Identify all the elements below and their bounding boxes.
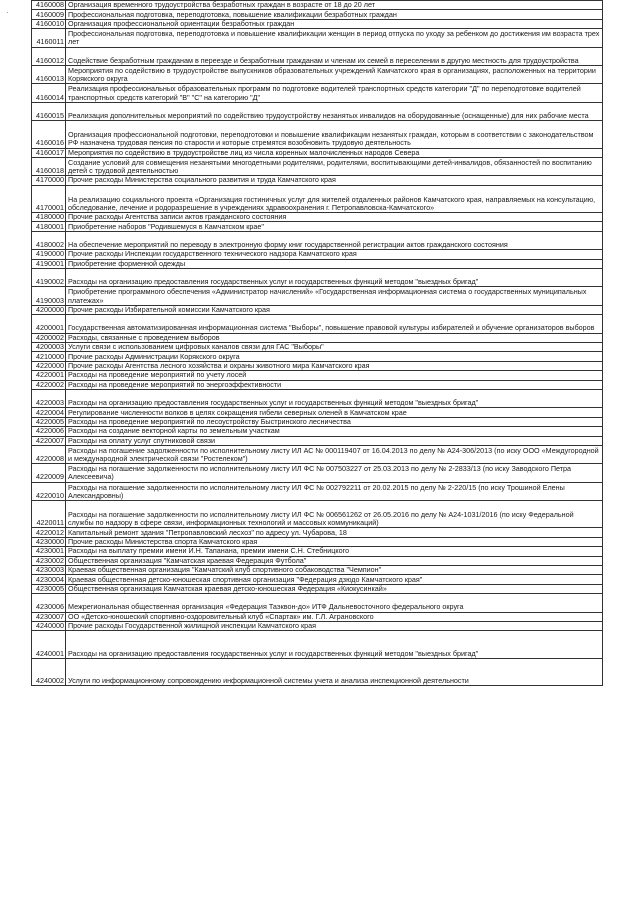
table-row bbox=[32, 121, 603, 148]
budget-classification-table bbox=[31, 0, 603, 686]
row-code: 4160011 bbox=[32, 29, 66, 47]
row-code: 4240002 bbox=[32, 658, 66, 685]
row-code: 4230004 bbox=[32, 575, 66, 584]
row-description: Прочие расходы Администрации Корякского округа bbox=[66, 352, 603, 361]
table-row bbox=[32, 566, 603, 575]
row-code: 4220011 bbox=[32, 501, 66, 528]
row-description: Расходы на погашение задолженности по исполнительному листу ИЛ ФС № 002792211 от 20.02.2015 по делу № 2-220/15 (по иску Трошиной Елены Александровны) bbox=[66, 482, 603, 500]
row-code: 4230003 bbox=[32, 566, 66, 575]
row-description: Прочие расходы Инспекции государственного технического надзора Камчатского края bbox=[66, 250, 603, 259]
row-description: Организация профессиональной ориентации безработных граждан bbox=[66, 19, 603, 28]
row-code: 4180001 bbox=[32, 222, 66, 231]
row-description: Межрегиональная общественная организация «Федерация Таэквон-до» ИТФ Дальневосточного федерального округа bbox=[66, 594, 603, 612]
row-description: Создание условий для совмещения незанятыми многодетными родителями, родителями, воспитывающими детей-инвалидов, обязанностей по воспитанию детей с трудовой деятельностью bbox=[66, 157, 603, 175]
table-row bbox=[32, 259, 603, 268]
row-code: 4230000 bbox=[32, 537, 66, 546]
row-code: 4220000 bbox=[32, 361, 66, 370]
row-code: 4220005 bbox=[32, 417, 66, 426]
table-row bbox=[32, 445, 603, 463]
table-row bbox=[32, 537, 603, 546]
table-row bbox=[32, 501, 603, 528]
table-row bbox=[32, 464, 603, 482]
table-row bbox=[32, 436, 603, 445]
table-row bbox=[32, 231, 603, 249]
row-code: 4240001 bbox=[32, 631, 66, 658]
table-body bbox=[32, 1, 603, 686]
table-row bbox=[32, 65, 603, 83]
table-row bbox=[32, 84, 603, 102]
row-code: 4200000 bbox=[32, 305, 66, 314]
table-row bbox=[32, 371, 603, 380]
row-code: 4240000 bbox=[32, 621, 66, 630]
row-description: Приобретение программного обеспечения «Администратор начислений» «Государственная информационная система о государственных муниципальных платежах» bbox=[66, 287, 603, 305]
row-code: 4220003 bbox=[32, 389, 66, 407]
table-row bbox=[32, 157, 603, 175]
row-code: 4220006 bbox=[32, 427, 66, 436]
table-row bbox=[32, 29, 603, 47]
row-description: Расходы на оплату услуг спутниковой связи bbox=[66, 436, 603, 445]
row-code: 4230001 bbox=[32, 547, 66, 556]
row-description: Расходы на организацию предоставления государственных услуг и государственных функций методом "выездных бригад" bbox=[66, 269, 603, 287]
row-description: Расходы на проведение мероприятий по энергоэффективности bbox=[66, 380, 603, 389]
row-code: 4160017 bbox=[32, 148, 66, 157]
table-row bbox=[32, 584, 603, 593]
table-row bbox=[32, 658, 603, 685]
row-description: Расходы на погашение задолженности по исполнительному листу ИЛ ФС № 006561262 от 26.05.2016 по делу № А24-1031/2016 (по иску Федеральной службы по надзору в сфере связи, информационных технологий и массовых коммуникаций) bbox=[66, 501, 603, 528]
row-description: Расходы на выплату премии имени И.Н. Тапанана, премии имени С.Н. Стебницкого bbox=[66, 547, 603, 556]
row-description: Капитальный ремонт здания "Петропавловский лесхоз" по адресу ул. Чубарова, 18 bbox=[66, 528, 603, 537]
row-description: Мероприятия по содействию в трудоустройстве выпускников образовательных учреждений Камчатского края в организациях, расположенных на территории Корякского округа bbox=[66, 65, 603, 83]
row-code: 4180000 bbox=[32, 213, 66, 222]
row-description: Расходы на организацию предоставления государственных услуг и государственных функций методом "выездных бригад" bbox=[66, 389, 603, 407]
row-description: Прочие расходы Государственной жилищной инспекции Камчатского края bbox=[66, 621, 603, 630]
table-row bbox=[32, 631, 603, 658]
row-code: 4220002 bbox=[32, 380, 66, 389]
row-description: Регулирование численности волков в целях сокращения гибели северных оленей в Камчатском крае bbox=[66, 408, 603, 417]
scan-mark: · bbox=[6, 8, 9, 17]
row-description: Расходы на погашение задолженности по исполнительному листу ИЛ ФС № 007503227 от 25.03.2013 по делу № 2-2833/13 (по иску Заводского Петра Алексеевича) bbox=[66, 464, 603, 482]
row-description: Услуги связи с использованием цифровых каналов связи для ГАС "Выборы" bbox=[66, 342, 603, 351]
table-row bbox=[32, 176, 603, 185]
row-code: 4200001 bbox=[32, 315, 66, 333]
row-code: 4190002 bbox=[32, 269, 66, 287]
table-row bbox=[32, 528, 603, 537]
row-code: 4220004 bbox=[32, 408, 66, 417]
row-description: Реализация дополнительных мероприятий по содействию трудоустройству незанятых инвалидов на оборудованные (оснащенные) для них рабочие места bbox=[66, 102, 603, 120]
table-row bbox=[32, 19, 603, 28]
row-description: На реализацию социального проекта «Организация гостиничных услуг для жителей отдаленных районов Камчатского края, направляемых на консультацию, обследование, лечение и родоразрешение в учреждениях здравоохранения г. Петропавловска-Камчатского» bbox=[66, 185, 603, 212]
table-row bbox=[32, 222, 603, 231]
table-row bbox=[32, 213, 603, 222]
table-row bbox=[32, 380, 603, 389]
row-code: 4220012 bbox=[32, 528, 66, 537]
row-code: 4200003 bbox=[32, 342, 66, 351]
table-row bbox=[32, 547, 603, 556]
table-row bbox=[32, 102, 603, 120]
row-description: Расходы на проведение мероприятий по учету лосей bbox=[66, 371, 603, 380]
row-code: 4190000 bbox=[32, 250, 66, 259]
table-row bbox=[32, 352, 603, 361]
table-row bbox=[32, 47, 603, 65]
row-code: 4160013 bbox=[32, 65, 66, 83]
row-description: Приобретение форменной одежды bbox=[66, 259, 603, 268]
row-description: На обеспечение мероприятий по переводу в электронную форму книг государственной регистрации актов гражданского состояния bbox=[66, 231, 603, 249]
row-code: 4220008 bbox=[32, 445, 66, 463]
row-description: Краевая общественная детско-юношеская спортивная организация "Федерация дзюдо Камчатского края" bbox=[66, 575, 603, 584]
table-row bbox=[32, 250, 603, 259]
table-row bbox=[32, 148, 603, 157]
row-code: 4230002 bbox=[32, 556, 66, 565]
row-description: Расходы на организацию предоставления государственных услуг и государственных функций методом "выездных бригад" bbox=[66, 631, 603, 658]
row-description: ОО «Детско-юношеский спортивно-оздоровительный клуб «Спартак» им. Г.Л. Аграновского bbox=[66, 612, 603, 621]
row-description: Мероприятия по содействию в трудоустройстве лиц из числа коренных малочисленных народов Севера bbox=[66, 148, 603, 157]
row-description: Расходы на погашение задолженности по исполнительному листу ИЛ АС № 000119407 от 16.04.2013 по делу № А24-306/2013 (по иску ООО «Междугородной и международной электрической связи "Ростелеком") bbox=[66, 445, 603, 463]
row-code: 4190003 bbox=[32, 287, 66, 305]
row-code: 4230005 bbox=[32, 584, 66, 593]
row-code: 4230007 bbox=[32, 612, 66, 621]
row-description: Государственная автоматизированная информационная система "Выборы", повышение правовой культуры избирателей и обучение организаторов выборов bbox=[66, 315, 603, 333]
row-code: 4160015 bbox=[32, 102, 66, 120]
row-description: Расходы на проведение мероприятий по лесоустройству Быстринского лесничества bbox=[66, 417, 603, 426]
row-description: Расходы на создание векторной карты по земельным участкам bbox=[66, 427, 603, 436]
table-row bbox=[32, 408, 603, 417]
table-row bbox=[32, 427, 603, 436]
table-row bbox=[32, 575, 603, 584]
table-row bbox=[32, 315, 603, 333]
row-description: Общественная организация "Камчатская краевая Федерация Футбола" bbox=[66, 556, 603, 565]
row-code: 4170000 bbox=[32, 176, 66, 185]
row-description: Услуги по информационному сопровождению информационной системы учета и анализа инспекционной деятельности bbox=[66, 658, 603, 685]
row-code: 4180002 bbox=[32, 231, 66, 249]
table-row bbox=[32, 287, 603, 305]
row-description: Прочие расходы Агентства записи актов гражданского состояния bbox=[66, 213, 603, 222]
row-description: Профессиональная подготовка, переподготовка, повышение квалификации безработных граждан bbox=[66, 10, 603, 19]
table-row bbox=[32, 594, 603, 612]
row-code: 4220009 bbox=[32, 464, 66, 482]
row-code: 4160014 bbox=[32, 84, 66, 102]
row-code: 4160010 bbox=[32, 19, 66, 28]
row-code: 4220007 bbox=[32, 436, 66, 445]
table-row bbox=[32, 269, 603, 287]
row-code: 4220001 bbox=[32, 371, 66, 380]
table-row bbox=[32, 10, 603, 19]
row-description: Содействие безработным гражданам в переезде и безработным гражданам и членам их семей в переселении в другую местность для трудоустройства bbox=[66, 47, 603, 65]
row-code: 4160018 bbox=[32, 157, 66, 175]
row-code: 4160009 bbox=[32, 10, 66, 19]
row-description: Общественная организация Камчатская краевая детско-юношеская Федерация «Киокусинкай» bbox=[66, 584, 603, 593]
table-row bbox=[32, 361, 603, 370]
row-description: Прочие расходы Агентства лесного хозяйства и охраны животного мира Камчатского края bbox=[66, 361, 603, 370]
row-description: Приобретение наборов "Родившемуся в Камчатском крае" bbox=[66, 222, 603, 231]
table-row bbox=[32, 1, 603, 10]
row-code: 4160008 bbox=[32, 1, 66, 10]
table-row bbox=[32, 482, 603, 500]
table-row bbox=[32, 556, 603, 565]
row-description: Реализация профессиональных образовательных программ по подготовке водителей транспортных средств категории "Д" по переподготовке водителей транспортных средств категорий "В" "С" на категорию "Д" bbox=[66, 84, 603, 102]
row-code: 4200002 bbox=[32, 333, 66, 342]
table-row bbox=[32, 305, 603, 314]
table-row bbox=[32, 389, 603, 407]
row-description: Профессиональная подготовка, переподготовка и повышение квалификации женщин в период отпуска по уходу за ребенком до достижения им возраста трех лет bbox=[66, 29, 603, 47]
table-row bbox=[32, 342, 603, 351]
row-description: Прочие расходы Министерства социального развития и труда Камчатского края bbox=[66, 176, 603, 185]
row-code: 4190001 bbox=[32, 259, 66, 268]
table-row bbox=[32, 185, 603, 212]
table-row bbox=[32, 417, 603, 426]
row-description: Организация временного трудоустройства безработных граждан в возрасте от 18 до 20 лет bbox=[66, 1, 603, 10]
row-code: 4160016 bbox=[32, 121, 66, 148]
row-code: 4220010 bbox=[32, 482, 66, 500]
table-row bbox=[32, 621, 603, 630]
row-code: 4210000 bbox=[32, 352, 66, 361]
row-code: 4170001 bbox=[32, 185, 66, 212]
row-description: Прочие расходы Министерства спорта Камчатского края bbox=[66, 537, 603, 546]
row-code: 4160012 bbox=[32, 47, 66, 65]
row-description: Краевая общественная организация "Камчатский клуб спортивного собаководства "Чемпион" bbox=[66, 566, 603, 575]
row-code: 4230006 bbox=[32, 594, 66, 612]
table-row bbox=[32, 612, 603, 621]
table-row bbox=[32, 333, 603, 342]
row-description: Прочие расходы Избирательной комиссии Камчатского края bbox=[66, 305, 603, 314]
row-description: Расходы, связанные с проведением выборов bbox=[66, 333, 603, 342]
row-description: Организация профессиональной подготовки, переподготовки и повышение квалификации незанятых граждан, которым в соответствии с законодательством РФ назначена трудовая пенсия по старости и которые стремятся возобновить трудовую деятельность bbox=[66, 121, 603, 148]
